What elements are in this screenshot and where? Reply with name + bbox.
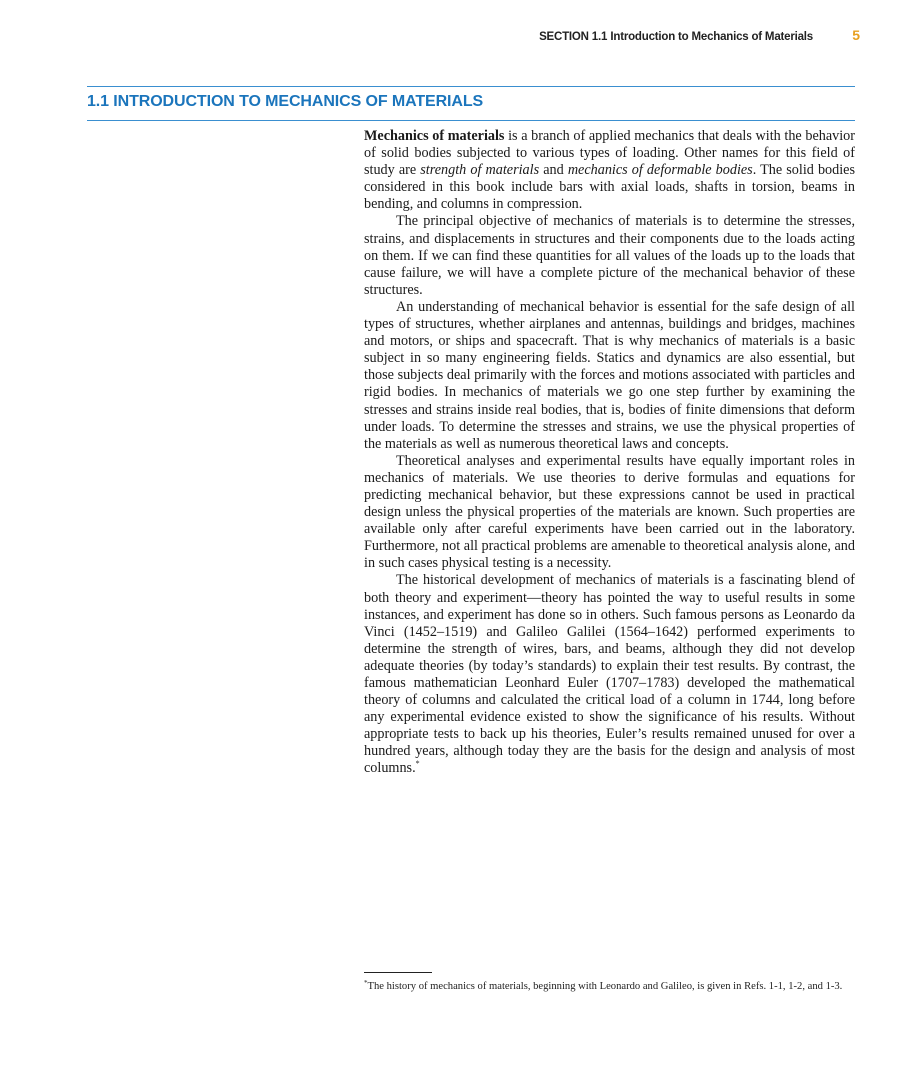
term-mechanics-of-materials: Mechanics of materials [364,128,505,144]
body-text [364,128,855,778]
footnote-rule [364,972,432,973]
paragraph-4: Theoretical analyses and experimental results have equally important roles in mechanics of materials. We use theories to derive formulas and equations for predicting mechanical behavior, but these expressions cannot be used in practical design unless the physical properties of the materials are known. Such properties are available only after careful experiments have been carried out in the laboratory. Furthermore, not all practical problems are amenable to theoretical analysis alone, and in such cases physical testing is a necessity. [364,452,855,572]
footnote-marker: * [364,979,368,987]
running-head [0,27,860,43]
paragraph-1-text-a: is a branch of applied mechanics that deals with the behavior of solid bodies subjected to various types of loading. Other names for this field of study are [364,128,855,179]
italic-mechanics-of-deformable-bodies: mechanics of deformable bodies [567,162,753,179]
running-head-title: Introduction to Mechanics of Materials [610,31,813,43]
paragraph-2: The principal objective of mechanics of materials is to determine the stresses, strains, and displacements in structures and their components due to the loads acting on them. If we can find these quantities for all values of the loads up to the loads that cause failure, we will have a complete picture of the mechanical behavior of these structures. [364,213,855,298]
page-number: 5 [852,27,860,43]
footnote [364,980,855,993]
section-rule-bottom [87,120,855,121]
paragraph-5-text: The historical development of mechanics of materials is a fascinating blend of both theory and experiment—theory has pointed the way to useful results in some instances, and experiment has done so in others. Such famous persons as Leonardo da Vinci (1452–1519) and Galileo Galilei (1564–1642) performed experiments to determine the strength of wires, bars, and beams, although they did not develop adequate theories (by today’s standards) to explain their test results. By contrast, the famous mathematician Leonhard Euler (1707–1783) developed the mathematical theory of columns and calculated the critical load of a column in 1744, long before any experimental evidence existed to show the significance of his results. Without appropriate tests to back up his theories, Euler’s results remained unused for over a hundred years, although today they are the basis for the design and analysis of most columns. [364,572,855,777]
paragraph-1-and: and [539,162,568,179]
paragraph-3: An understanding of mechanical behavior is essential for the safe design of all types of structures, whether airplanes and antennas, buildings and bridges, machines and motors, or ships and spacecraft. That is why mechanics of materials is a basic subject in so many engineering fields. Statics and dynamics are also essential, but those subjects deal primarily with the forces and motions associated with particles and rigid bodies. In mechanics of materials we go one step further by examining the stresses and strains inside real bodies, that is, bodies of finite dimensions that deform under loads. To determine the stresses and strains, we use the physical properties of the materials as well as numerous theoretical laws and concepts. [364,298,855,452]
footnote-reference-marker: * [415,759,420,769]
section-rule-top [87,86,855,87]
paragraph-1 [364,128,855,213]
running-head-section: SECTION 1.1 [539,31,608,43]
footnote-text: The history of mechanics of materials, beginning with Leonardo and Galileo, is given in Refs. 1-1, 1-2, and 1-3. [367,981,843,992]
paragraph-1-text-b: . The solid bodies considered in this book include bars with axial loads, shafts in torsion, beams in bending, and columns in compression. [364,162,855,213]
section-title: 1.1 INTRODUCTION TO MECHANICS OF MATERIALS [87,93,484,110]
italic-strength-of-materials: strength of materials [420,162,540,179]
paragraph-5 [364,572,855,777]
